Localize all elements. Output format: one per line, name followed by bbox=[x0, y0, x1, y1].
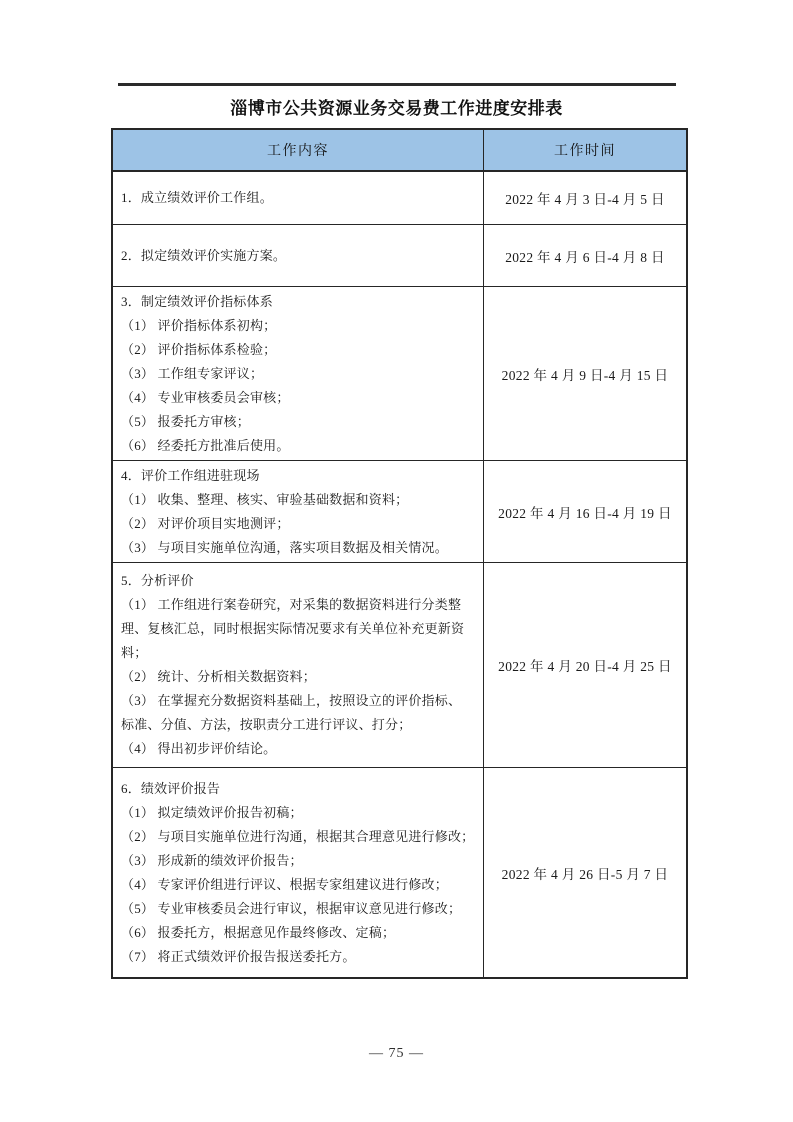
work-content-cell bbox=[113, 287, 484, 460]
work-content-cell bbox=[113, 563, 484, 767]
work-time-cell: 2022 年 4 月 20 日-4 月 25 日 bbox=[498, 659, 672, 674]
header-rule bbox=[118, 83, 676, 86]
content-line: 料； bbox=[121, 645, 148, 660]
content-line: （3） 在掌握充分数据资料基础上，按照设立的评价指标、 bbox=[121, 693, 462, 708]
content-line: （2） 与项目实施单位进行沟通，根据其合理意见进行修改； bbox=[121, 828, 475, 844]
work-time-cell: 2022 年 4 月 16 日-4 月 19 日 bbox=[498, 505, 672, 521]
content-line: （1） 工作组进行案卷研究，对采集的数据资料进行分类整 bbox=[121, 597, 462, 612]
work-time-cell: 2022 年 4 月 9 日-4 月 15 日 bbox=[501, 367, 669, 383]
content-line: 4．评价工作组进驻现场 bbox=[121, 467, 260, 483]
work-content-cell bbox=[113, 461, 484, 562]
content-line: （3） 形成新的绩效评价报告； bbox=[121, 852, 303, 868]
work-time-cell: 2022 年 4 月 6 日-4 月 8 日 bbox=[505, 249, 665, 265]
work-content-cell bbox=[113, 768, 484, 977]
content-line: （1） 收集、整理、核实、审验基础数据和资料； bbox=[121, 491, 409, 507]
content-line: 5．分析评价 bbox=[121, 573, 194, 588]
content-line: （1） 拟定绩效评价报告初稿； bbox=[121, 804, 303, 820]
content-line: 理、复核汇总，同时根据实际情况要求有关单位补充更新资 bbox=[121, 621, 465, 636]
table-row bbox=[113, 286, 686, 460]
content-line: 3．制定绩效评价指标体系 bbox=[121, 293, 273, 309]
page-number: — 75 — bbox=[369, 1046, 424, 1061]
schedule-table bbox=[111, 128, 688, 979]
table-body bbox=[113, 172, 686, 977]
work-time-header: 工作时间 bbox=[554, 144, 616, 159]
table-row bbox=[113, 460, 686, 562]
content-line: （5） 报委托方审核； bbox=[121, 413, 250, 429]
content-line: （3） 工作组专家评议； bbox=[121, 365, 264, 381]
work-content-cell bbox=[113, 225, 484, 286]
content-line: （4） 得出初步评价结论。 bbox=[121, 741, 277, 756]
content-line: （1） 评价指标体系初构； bbox=[121, 317, 277, 333]
content-line: 6．绩效评价报告 bbox=[121, 780, 221, 796]
content-line: （6） 报委托方，根据意见作最终修改、定稿； bbox=[121, 924, 396, 940]
content-line: （6） 经委托方批准后使用。 bbox=[121, 437, 290, 453]
table-row bbox=[113, 224, 686, 286]
table-row bbox=[113, 767, 686, 977]
content-line: （2） 评价指标体系检验； bbox=[121, 341, 277, 357]
work-time-cell: 2022 年 4 月 3 日-4 月 5 日 bbox=[505, 192, 665, 207]
page-title: 淄博市公共资源业务交易费工作进度安排表 bbox=[230, 99, 563, 118]
work-content-header: 工作内容 bbox=[113, 130, 484, 170]
content-line: （3） 与项目实施单位沟通，落实项目数据及相关情况。 bbox=[121, 539, 448, 555]
content-line: （2） 对评价项目实地测评； bbox=[121, 515, 290, 531]
content-line: （4） 专家评价组进行评议、根据专家组建议进行修改； bbox=[121, 876, 448, 892]
content-line: （7） 将正式绩效评价报告报送委托方。 bbox=[121, 948, 356, 964]
content-line: （2） 统计、分析相关数据资料； bbox=[121, 669, 316, 684]
table-row bbox=[113, 172, 686, 224]
content-line: （4） 专业审核委员会审核； bbox=[121, 389, 290, 405]
content-line: 标准、分值、方法，按职责分工进行评议、打分； bbox=[121, 717, 412, 732]
table-row bbox=[113, 562, 686, 767]
table-header-row bbox=[113, 130, 686, 172]
work-time-cell: 2022 年 4 月 26 日-5 月 7 日 bbox=[501, 866, 669, 882]
work-content-cell bbox=[113, 172, 484, 224]
content-line: （5） 专业审核委员会进行审议，根据审议意见进行修改； bbox=[121, 900, 462, 916]
content-line: 2．拟定绩效评价实施方案。 bbox=[121, 247, 287, 263]
content-line: 1．成立绩效评价工作组。 bbox=[121, 190, 273, 205]
